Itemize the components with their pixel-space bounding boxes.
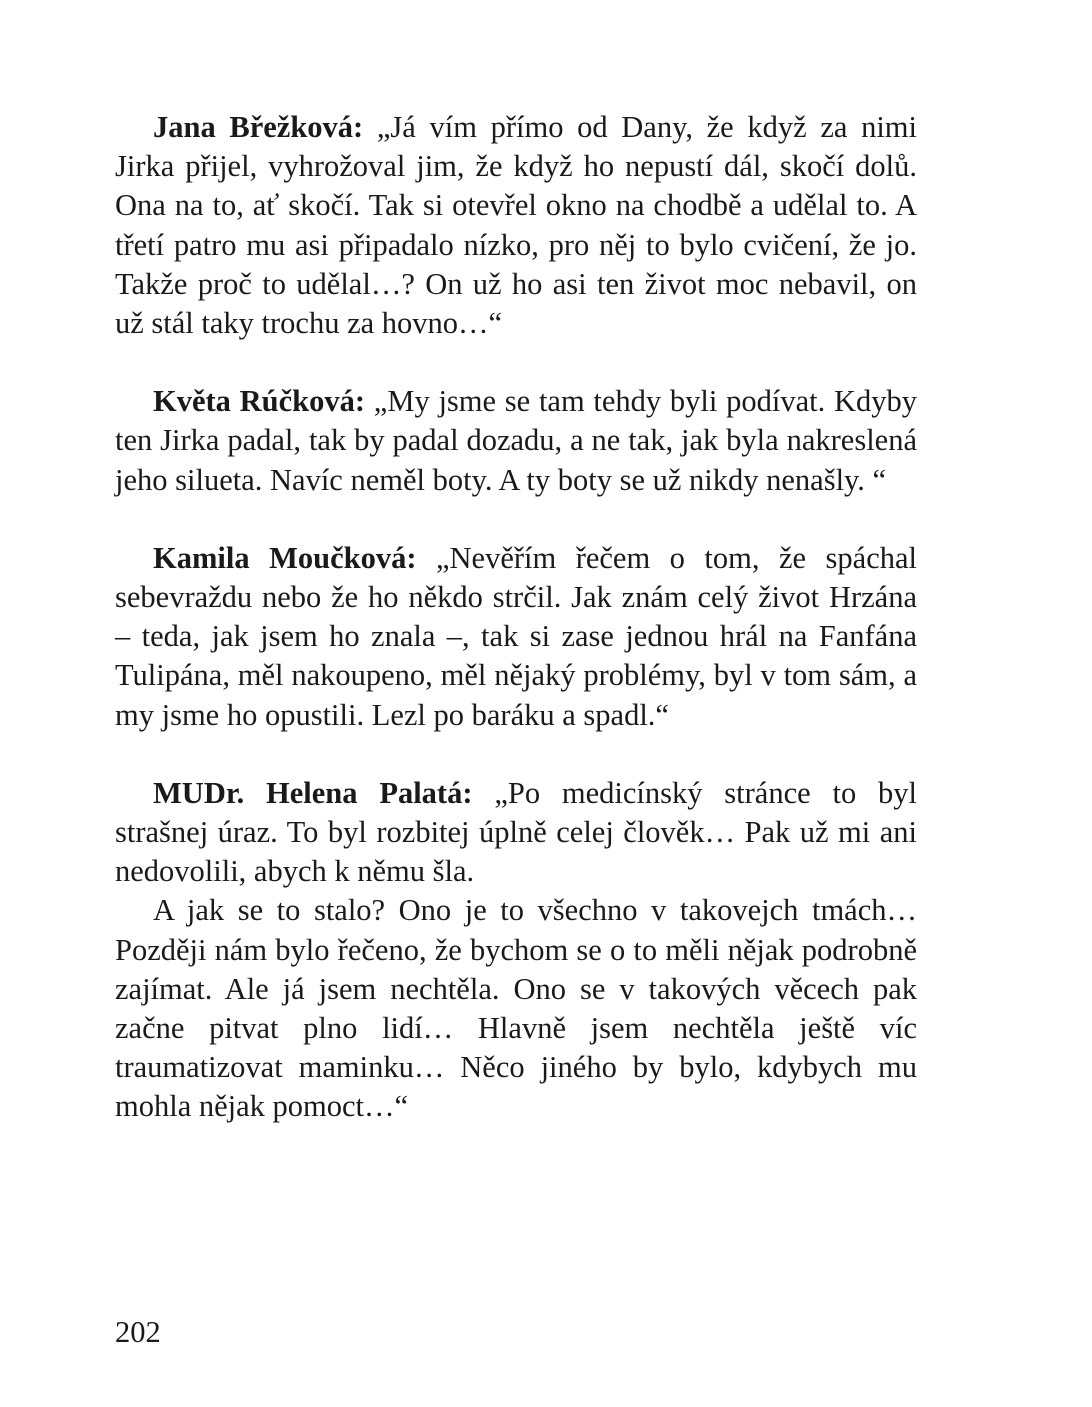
speaker-name: Jana Břežková: xyxy=(153,110,364,144)
page-number: 202 xyxy=(115,1315,161,1349)
speaker-name: Kamila Moučková: xyxy=(153,540,417,575)
statement-helena-palata xyxy=(115,774,917,892)
statement-helena-palata-continuation: A jak se to stalo? Ono je to všechno v takovejch tmách… Později nám bylo řečeno, že bychom se o to měli nějak podrobně zajímat. Ale já jsem nechtěla. Ono se v takových věcech pak začne pitvat plno lidí… Hlavně jsem nechtěla ještě víc traumatizovat maminku… Něco jiného by bylo, kdybych mu mohla nějak pomoct…“ xyxy=(115,893,917,1124)
statement-kveta-ruckova xyxy=(115,382,917,500)
statement-text: „Po medicínský stránce to byl strašnej úraz. To byl rozbitej úplně celej člověk… Pak už mi ani nedovolili, abych k němu šla. xyxy=(115,775,917,889)
statement-text: „Já vím přímo od Dany, že když za nimi Jirka přijel, vyhrožoval jim, že když ho nepustí dál, skočí dolů. Ona na to, ať skočí. Tak si otevřel okno na chodbě a udělal to. A třetí patro mu asi připadalo nízko, pro něj to bylo cvičení, že jo. Takže proč to udělal…? On už ho asi ten život moc nebavil, on už stál taky trochu za hovno…“ xyxy=(115,110,917,341)
speaker-name: Květa Rúčková: xyxy=(153,384,366,419)
statement-jana-brezkova xyxy=(115,108,917,343)
statement-text: „My jsme se tam tehdy byli podívat. Kdyby ten Jirka padal, tak by padal dozadu, a ne tak, jak byla nakreslená jeho silueta. Navíc neměl boty. A ty boty se už nikdy nenašly. “ xyxy=(115,384,917,497)
speaker-name: MUDr. Helena Palatá: xyxy=(153,775,473,810)
statement-text: „Nevěřím řečem o tom, že spáchal sebevraždu nebo že ho někdo strčil. Jak znám celý život Hrzána – teda, jak jsem ho znala –, tak si zase jednou hrál na Fanfána Tulipána, měl nakoupeno, měl nějaký problémy, byl v tom sám, a my jsme ho opustili. Lezl po baráku a spadl.“ xyxy=(115,540,917,732)
statement-kamila-mouckova xyxy=(115,539,917,735)
page-body xyxy=(115,108,917,1127)
